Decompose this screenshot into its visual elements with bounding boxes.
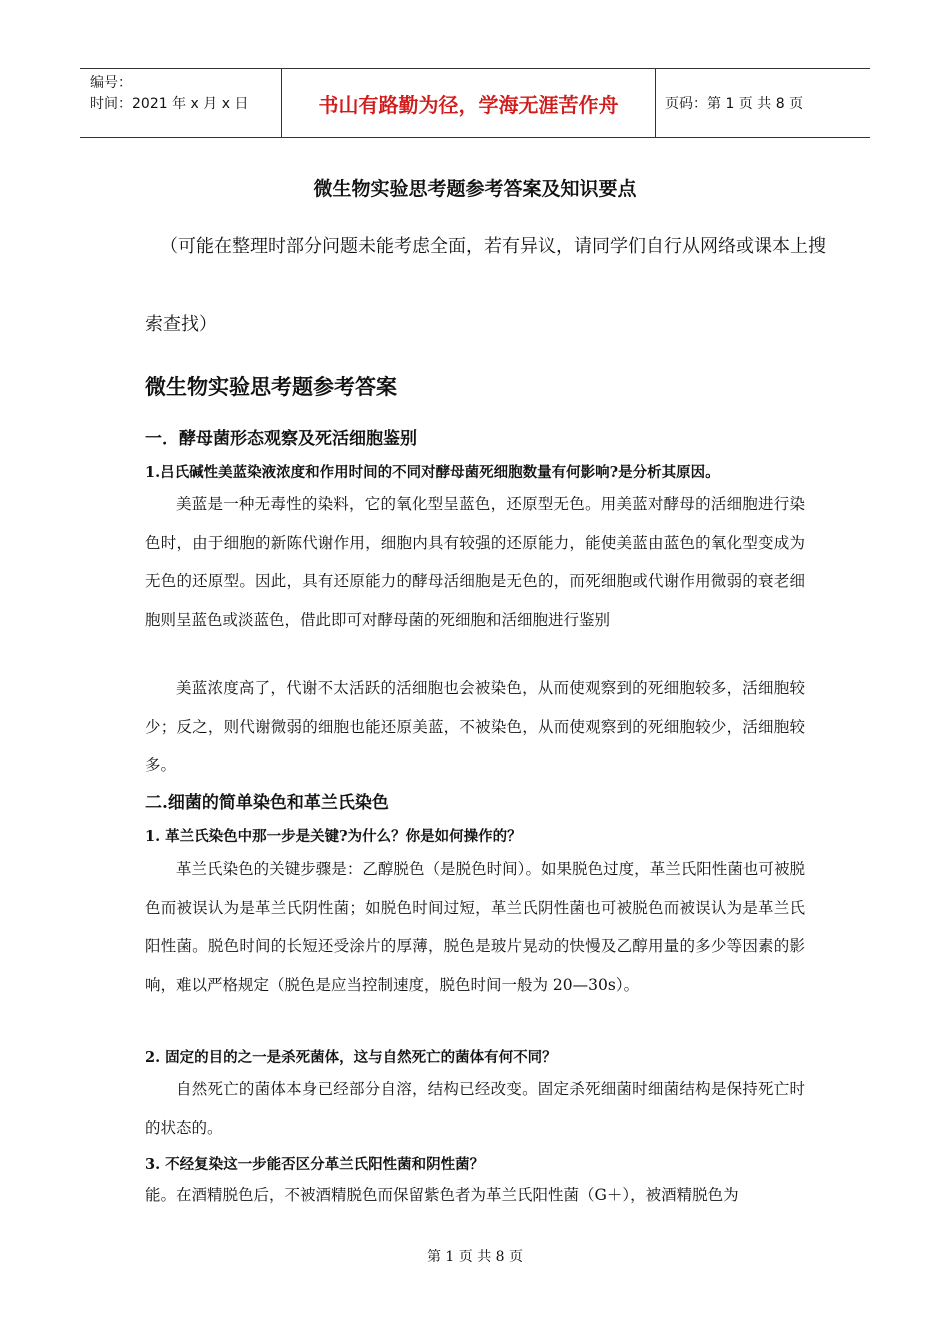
section1-answer1-paragraph1: 美蓝是一种无毒性的染料，它的氧化型呈蓝色，还原型无色。用美蓝对酵母的活细胞进行染色时，由于细胞的新陈代谢作用，细胞内具有较强的还原能力，能使美蓝由蓝色的氧化型变成为无色的还原型。因此，具有还原能力的酵母活细胞是无色的，而死细胞或代谢作用微弱的衰老细胞则呈蓝色或淡蓝色，借此即可对酵母菌的死细胞和活细胞进行鉴别 (145, 495, 805, 629)
intro-note-line2: 索查找） (145, 314, 217, 335)
section2-question1: 1. 革兰氏染色中那一步是关键?为什么？你是如何操作的？ (145, 828, 522, 845)
section1-question1: 1.吕氏碱性美蓝染液浓度和作用时间的不同对酵母菌死细胞数量有何影响?是分析其原因。 (145, 464, 720, 481)
document-title: 微生物实验思考题参考答案及知识要点 (313, 178, 637, 200)
section2-question3: 3. 不经复染这一步能否区分革兰氏阳性菌和阴性菌？ (145, 1156, 485, 1173)
page-header (80, 68, 870, 138)
header-page-info: 页码：第 1 页 共 8 页 (665, 96, 804, 112)
section1-answer1-paragraph2: 美蓝浓度高了，代谢不太活跃的活细胞也会被染色，从而使观察到的死细胞较多，活细胞较少；反之，则代谢微弱的细胞也能还原美蓝，不被染色，从而使观察到的死细胞较少，活细胞较多。 (145, 679, 805, 774)
page-footer: 第 1 页 共 8 页 (426, 1249, 524, 1265)
section2-answer2: 自然死亡的菌体本身已经部分自溶，结构已经改变。固定杀死细菌时细菌结构是保持死亡时的状态的。 (145, 1080, 805, 1137)
section1-heading: 一．酵母菌形态观察及死活细胞鉴别 (145, 429, 417, 449)
section2-question2: 2. 固定的目的之一是杀死菌体，这与自然死亡的菌体有何不同？ (145, 1049, 557, 1066)
intro-note-line1: （可能在整理时部分问题未能考虑全面，若有异议，请同学们自行从网络或课本上搜 (160, 236, 826, 257)
section2-heading: 二.细菌的简单染色和革兰氏染色 (145, 793, 389, 813)
section2-answer1: 革兰氏染色的关键步骤是：乙醇脱色（是脱色时间）。如果脱色过度，革兰氏阳性菌也可被脱色而被误认为是革兰氏阴性菌；如脱色时间过短，革兰氏阴性菌也可被脱色而被误认为是革兰氏阳性菌。脱色时间的长短还受涂片的厚薄，脱色是玻片晃动的快慢及乙醇用量的多少等因素的影响，难以严格规定（脱色是应当控制速度，脱色时间一般为 20—30s）。 (145, 860, 805, 994)
header-motto: 书山有路勤为径，学海无涯苦作舟 (281, 69, 656, 137)
header-meta (80, 69, 281, 137)
doc-date: 时间：2021 年 x 月 x 日 (90, 96, 249, 112)
section2-answer3: 能。在酒精脱色后，不被酒精脱色而保留紫色者为革兰氏阳性菌（G＋），被酒精脱色为 (145, 1186, 739, 1204)
section-heading: 微生物实验思考题参考答案 (145, 374, 397, 399)
doc-number-label: 编号： (90, 75, 132, 91)
